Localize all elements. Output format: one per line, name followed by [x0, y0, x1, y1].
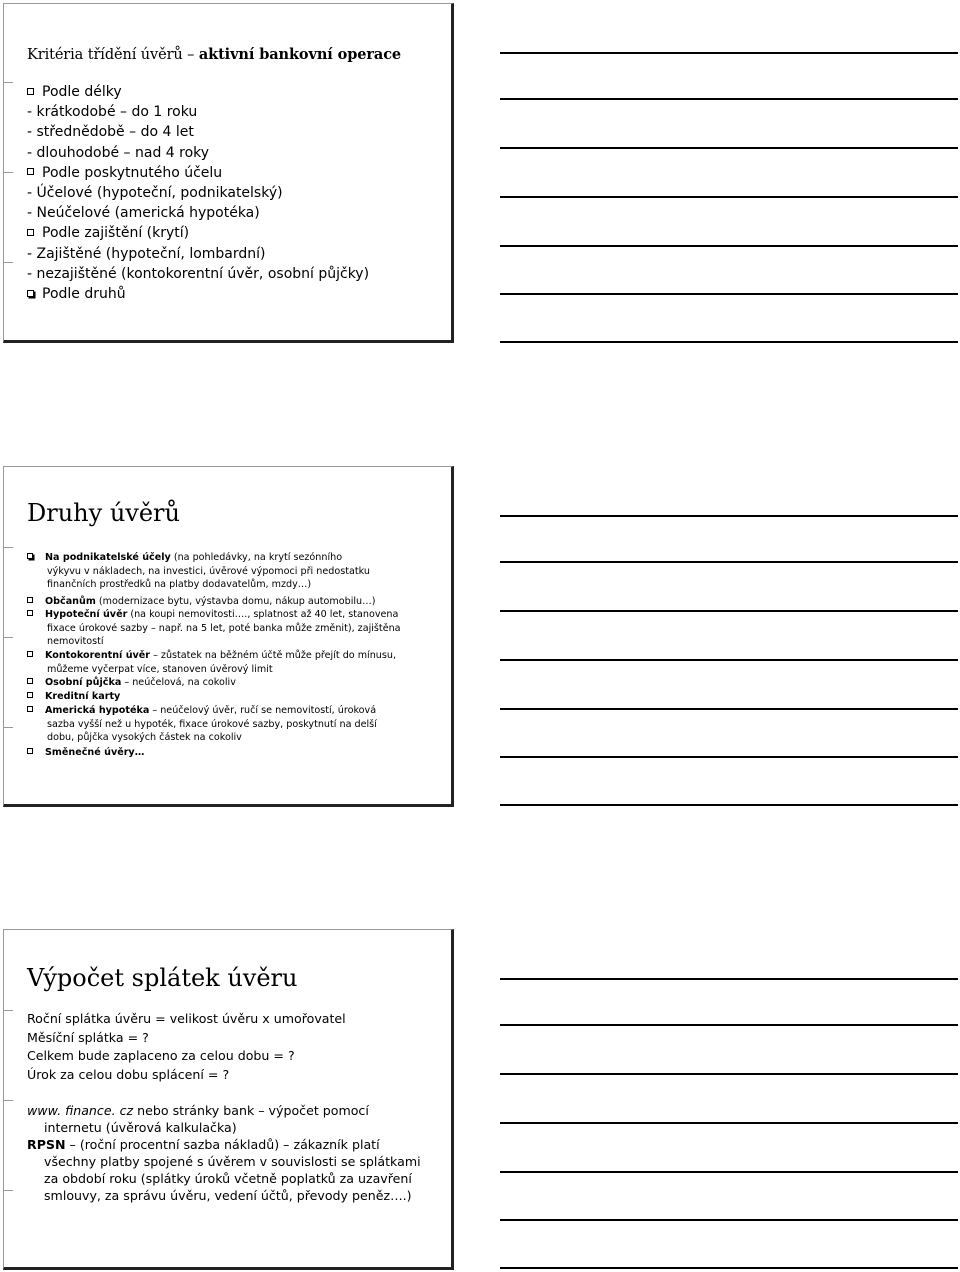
slide-tick	[3, 637, 13, 638]
rpsn-cont: za období roku (splátky úroků včetně poplatků za uzavření	[44, 1171, 412, 1186]
note-line	[500, 1073, 958, 1075]
note-line	[500, 147, 958, 149]
slide-tick	[3, 172, 13, 173]
square-bullet-icon	[27, 678, 33, 684]
loan-type-item: Osobní půjčka – neúčelová, na cokoliv	[27, 676, 236, 690]
square-bullet-icon	[27, 597, 33, 603]
criteria-line: - krátkodobé – do 1 roku	[27, 104, 198, 121]
slide3-title: Výpočet splátek úvěru	[27, 964, 298, 992]
note-line	[500, 610, 958, 612]
note-line	[500, 245, 958, 247]
square-bullet-icon	[27, 748, 33, 754]
note-line	[500, 1122, 958, 1124]
note-line	[500, 978, 958, 980]
square-bullet-icon	[27, 88, 34, 95]
criteria-line: - dlouhodobé – nad 4 roky	[27, 144, 210, 161]
slide-tick	[3, 82, 13, 83]
note-line	[500, 561, 958, 563]
rpsn-cont: všechny platby spojené s úvěrem v souvislosti se splátkami	[44, 1154, 421, 1169]
criteria-line: - Neúčelové (americká hypotéka)	[27, 205, 260, 222]
criteria-line: - střednědobě – do 4 let	[27, 124, 194, 141]
formula-line: Měsíční splátka = ?	[27, 1030, 149, 1045]
square-bullet-icon	[27, 651, 33, 657]
formula-line: Celkem bude zaplaceno za celou dobu = ?	[27, 1048, 295, 1063]
note-line	[500, 1219, 958, 1221]
note-line	[500, 98, 958, 100]
slide-tick	[3, 727, 13, 728]
note-line	[500, 1267, 958, 1269]
note-line	[500, 293, 958, 295]
loan-type-item: Směnečné úvěry…	[27, 746, 144, 760]
slide-tick	[3, 262, 13, 263]
square-bullet-icon	[27, 706, 33, 712]
loan-type-item: Hypoteční úvěr (na koupi nemovitosti…., splatnost až 40 let, stanovena fixace úrokové sazby – např. na 5 let, poté banka může změnit), zajištěna nemovitostí	[27, 608, 401, 649]
square-bullet-icon	[27, 290, 34, 297]
note-line	[500, 341, 958, 343]
formula-line: Úrok za celou dobu splácení = ?	[27, 1067, 230, 1082]
note-line	[500, 52, 958, 54]
note-line	[500, 1171, 958, 1173]
note-line	[500, 515, 958, 517]
criteria-line: Podle délky	[27, 84, 122, 100]
loan-type-item: Na podnikatelské účely (na pohledávky, na krytí sezónního výkyvu v nákladech, na investici, úvěrové výpomoci při nedostatku finančních prostředků na platby dodavatelům, mzdy…)	[27, 551, 370, 592]
square-bullet-icon	[27, 168, 34, 175]
square-bullet-icon	[27, 610, 33, 616]
slide-tick	[3, 547, 13, 548]
note-line	[500, 708, 958, 710]
slide-tick	[3, 1100, 13, 1101]
criteria-line: - nezajištěné (kontokorentní úvěr, osobní půjčky)	[27, 265, 370, 282]
note-line	[500, 804, 958, 806]
slide-tick	[3, 1010, 13, 1011]
note-line	[500, 659, 958, 661]
slide2-title: Druhy úvěrů	[27, 499, 180, 527]
note-line	[500, 196, 958, 198]
slide-tick	[3, 1190, 13, 1191]
rpsn-line: RPSN – (roční procentní sazba nákladů) – zákazník platí	[27, 1137, 380, 1152]
loan-type-item: Americká hypotéka – neúčelový úvěr, ručí se nemovitostí, úroková sazba vyšší než u hypoték, fixace úrokové sazby, poskytnutí na delší dobu, půjčka vysokých částek na cokoliv	[27, 704, 377, 745]
square-bullet-icon	[27, 692, 33, 698]
criteria-line: - Účelové (hypoteční, podnikatelský)	[27, 185, 283, 201]
note-line	[500, 756, 958, 758]
loan-type-item: Kontokorentní úvěr – zůstatek na běžném účtě může přejít do mínusu, můžeme vyčerpat více, stanoven úvěrový limit	[27, 649, 396, 676]
web-link[interactable]: www. finance. cz	[27, 1103, 134, 1118]
criteria-line: Podle druhů	[27, 286, 126, 302]
criteria-line: Podle zajištění (krytí)	[27, 225, 189, 241]
note-line	[500, 1024, 958, 1026]
web-calculator-cont: internetu (úvěrová kalkulačka)	[44, 1120, 237, 1135]
loan-type-item: Kreditní karty	[27, 690, 120, 704]
criteria-line: Podle poskytnutého účelu	[27, 165, 222, 181]
square-bullet-icon	[27, 553, 33, 559]
loan-type-item: Občanům (modernizace bytu, výstavba domu, nákup automobilu…)	[27, 595, 375, 609]
slide1-title: Kritéria třídění úvěrů – aktivní bankovní operace	[27, 46, 402, 63]
square-bullet-icon	[27, 229, 34, 236]
web-calculator-line: www. finance. cz nebo stránky bank – výpočet pomocí	[27, 1103, 369, 1118]
rpsn-cont: smlouvy, za správu úvěru, vedení účtů, převody peněz….)	[44, 1188, 412, 1203]
formula-line: Roční splátka úvěru = velikost úvěru x umořovatel	[27, 1011, 346, 1026]
criteria-line: - Zajištěné (hypoteční, lombardní)	[27, 245, 266, 262]
